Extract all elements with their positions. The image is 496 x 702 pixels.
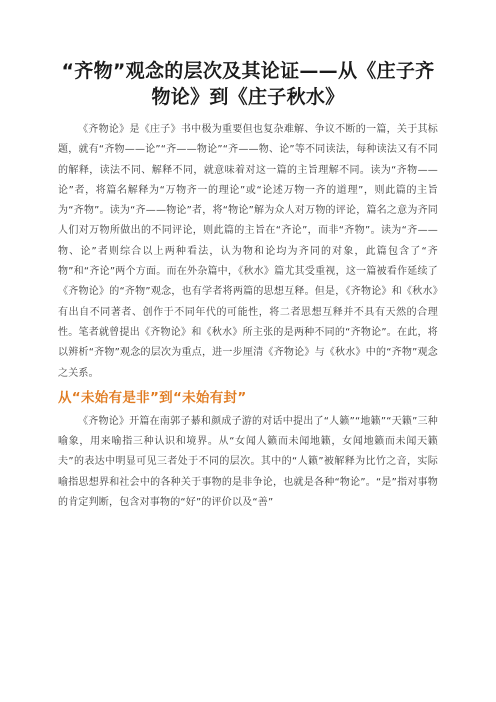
document-title: “齐物”观念的层次及其论证——从《庄子齐物论》到《庄子秋水》 (61, 60, 435, 108)
section-heading: 从“未始有是非”到“未始有封” (58, 389, 247, 406)
section-paragraph: 《齐物论》开篇在南郭子綦和颜成子游的对话中提出了“人籁”“地籁”“天籁”三种喻象，用来喻指三种认识和境界。从“女闻人籁而未闻地籁，女闻地籁而未闻天籁夫”的表达中明显可见三者处于不同的层次。其中的“人籁”被解释为比竹之音，实际喻指思想界和社会中的各种关于事物的是非争论，也就是各种“物论”。“是”指对事物的肯定判断，包含对事物的“好”的评价以及“善” (58, 415, 438, 509)
intro-paragraph: 《齐物论》是《庄子》书中极为重要但也复杂难解、争议不断的一篇，关于其标题，就有“齐物——论”“齐——物论”“齐——物、论”等不同读法，每种读法又有不同的解释，读法不同、解释不同，就意味着对这一篇的主旨理解不同。读为“齐物——论”者，将篇名解释为“万物齐一的理论”或“论述万物一齐的道理”，则此篇的主旨为“齐物”。读为“齐——物论”者，将“物论”解为众人对万物的评论，篇名之意为齐同人们对万物所做出的不同评论，则此篇的主旨在“齐论”，而非“齐物”。读为“齐——物、论”者则综合以上两种看法，认为物和论均为齐同的对象，此篇包含了“齐物”和“齐论”两个方面。而在外杂篇中，《秋水》篇尤其受重视，这一篇被看作延续了《齐物论》的“齐物”观念，也有学者将两篇的思想互释。但是，《齐物论》和《秋水》有出自不同著者、创作于不同年代的可能性，将二者思想互释并不具有天然的合理性。笔者就曾提出《齐物论》和《秋水》所主张的是两种不同的“齐物论”。在此，将以辨析“齐物”观念的层次为重点，进一步厘清《齐物论》与《秋水》中的“齐物”观念之关系。 (58, 124, 438, 379)
